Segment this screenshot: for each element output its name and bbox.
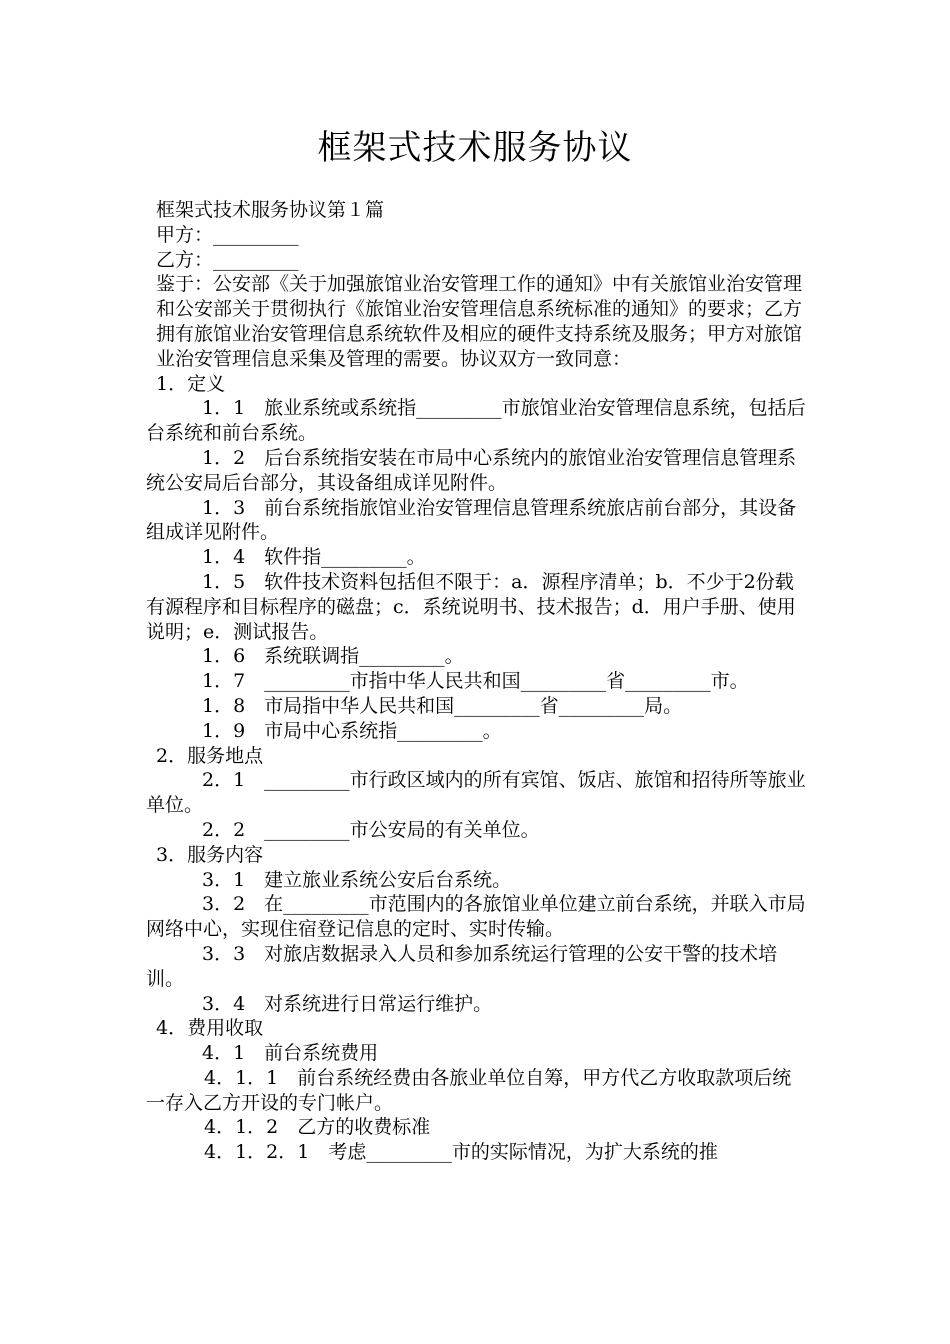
document-body: [146, 198, 810, 1165]
paragraph: 1．7 _________市指中华人民共和国_________省_________市。: [202, 670, 749, 693]
paragraph: 1．8 市局指中华人民共和国_________省_________局。: [202, 694, 683, 717]
paragraph: 3．1 建立旅业系统公安后台系统。: [202, 868, 512, 891]
paragraph: 4．1 前台系统费用: [202, 1042, 379, 1065]
paragraph: 1．6 系统联调指_________。: [202, 645, 464, 668]
paragraph: 4．1．2 乙方的收费标准: [204, 1116, 431, 1139]
paragraph: 1．5 软件技术资料包括但不限于：a．源程序清单；b．不少于2份载有源程序和目标程序的磁盘；c．系统说明书、技术报告；d．用户手册、使用说明；e．测试报告。: [146, 570, 796, 643]
paragraph: 乙方：_________: [156, 248, 299, 271]
paragraph: 1．9 市局中心系统指_________。: [202, 719, 502, 742]
paragraph: 1．4 软件指_________。: [202, 546, 426, 569]
paragraph: 4．费用收取: [156, 1017, 264, 1040]
paragraph: 2．服务地点: [156, 744, 264, 767]
paragraph: 4．1．1 前台系统经费由各旅业单位自筹，甲方代乙方收取款项后统一存入乙方开设的专门帐户。: [146, 1066, 792, 1114]
paragraph: 1．定义: [156, 372, 226, 395]
paragraph: 1．3 前台系统指旅馆业治安管理信息管理系统旅店前台部分，其设备组成详见附件。: [146, 496, 797, 544]
paragraph: 3．2 在_________市范围内的各旅馆业单位建立前台系统，并联入市局网络中心，实现住宿登记信息的定时、实时传输。: [146, 893, 806, 941]
paragraph: 2．1 _________市行政区域内的所有宾馆、饭店、旅馆和招待所等旅业单位。: [146, 769, 806, 817]
document-title: 框架式技术服务协议: [317, 128, 633, 168]
paragraph: 1．2 后台系统指安装在市局中心系统内的旅馆业治安管理信息管理系统公安局后台部分，其设备组成详见附件。: [146, 446, 797, 494]
paragraph: 3．服务内容: [156, 843, 264, 866]
paragraph: 1．1 旅业系统或系统指_________市旅馆业治安管理信息系统，包括后台系统和前台系统。: [146, 397, 806, 445]
paragraph: 4．1．2．1 考虑_________市的实际情况，为扩大系统的推: [204, 1141, 718, 1164]
paragraph: 3．4 对系统进行日常运行维护。: [202, 992, 493, 1015]
paragraph: 3．3 对旅店数据录入人员和参加系统运行管理的公安干警的技术培训。: [146, 942, 778, 990]
paragraph: 2．2 _________市公安局的有关单位。: [202, 818, 540, 841]
paragraph: 甲方：_________: [156, 223, 299, 246]
paragraph: 框架式技术服务协议第１篇: [156, 199, 385, 221]
paragraph: 鉴于：公安部《关于加强旅馆业治安管理工作的通知》中有关旅馆业治安管理和公安部关于贯彻执行《旅馆业治安管理信息系统标准的通知》的要求；乙方拥有旅馆业治安管理信息系统软件及相应的硬件支持系统及服务；甲方对旅馆业治安管理信息采集及管理的需要。协议双方一致同意：: [156, 273, 803, 370]
